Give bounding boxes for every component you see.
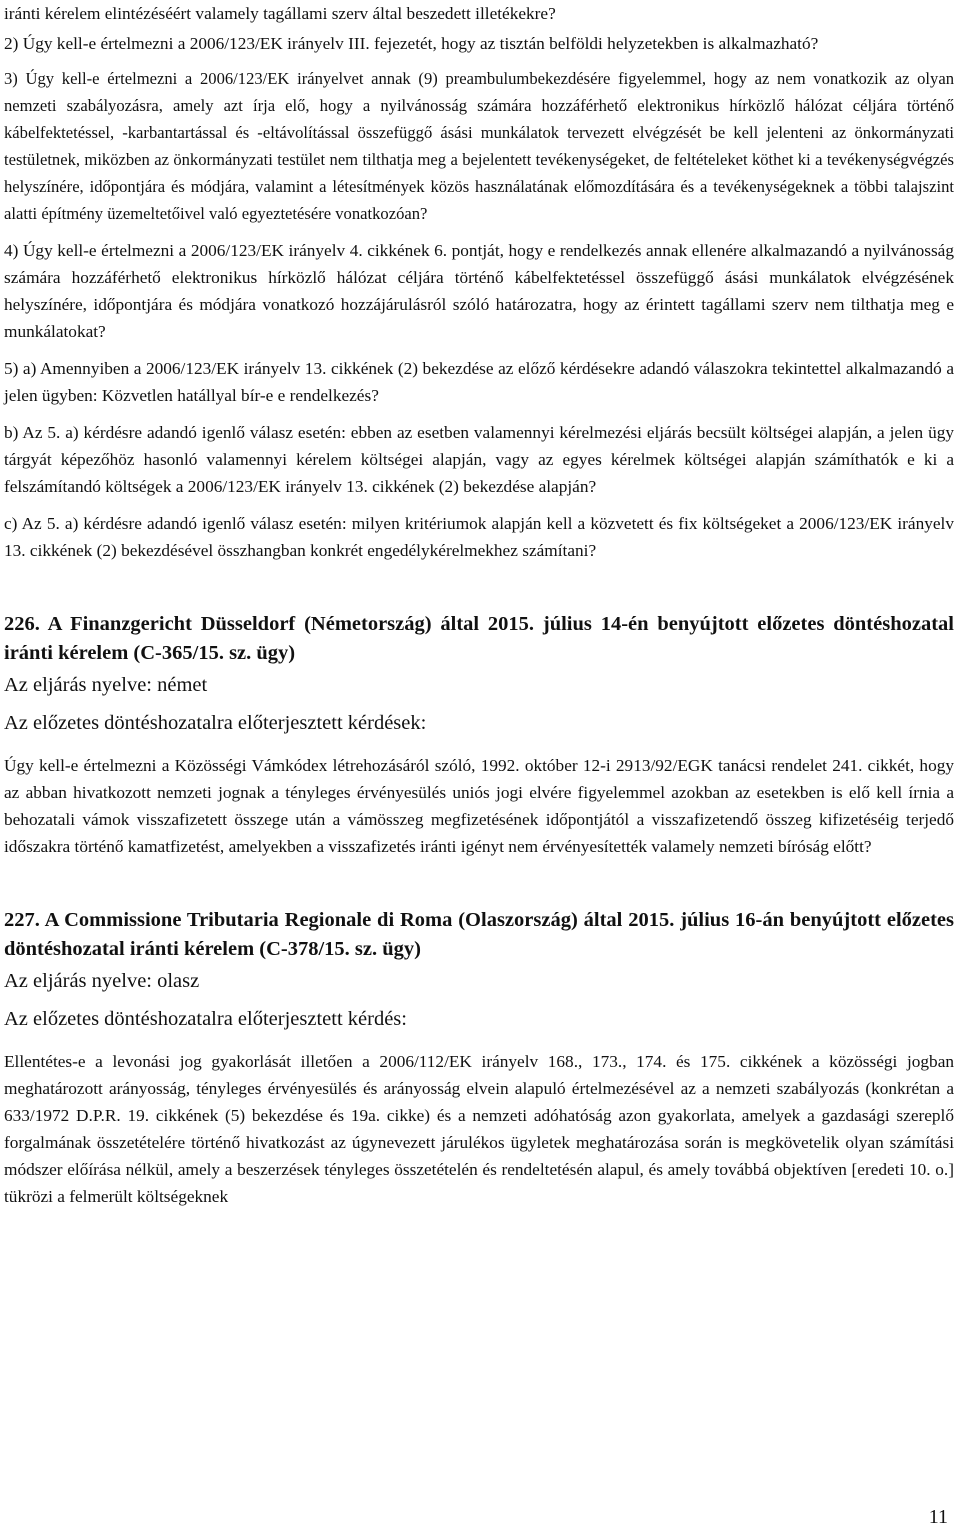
case-226-body: Úgy kell-e értelmezni a Közösségi Vámkódex létrehozásáról szóló, 1992. október 12-i 2913/92/EGK tanácsi rendelet 241. cikkét, hogy az abban hivatkozott nemzeti jognak a tényleges érvényesülés uniós jogi elvére figyelemmel azokban az esetekben is elő kell írnia a behozatali vámok visszafizetett összege után a vámösszeg megfizetésének időpontjától a visszafizetendő összeg kifizetéséig terjedő időszakra történő kamatfizetést, amelyekben a visszafizetés iránti igényt nem érvényesítették valamely nemzeti bíróság előtt? — [4, 756, 954, 856]
question-4: 4) Úgy kell-e értelmezni a 2006/123/EK irányelv 4. cikkének 6. pontját, hogy e rendelkezés annak ellenére alkalmazandó a nyilvánosság számára hozzáférhető elektronikus hírközlő hálózat céljára történő kábelfektetéssel összefüggő ásási munkálatok elvégzésének helyszínére, időpontjára és módjára vonatkozó hozzájárulásról szóló határozatra, hogy az érintett tagállami szerv nem tilthatja meg e munkálatokat? — [4, 241, 954, 341]
question-2: 2) Úgy kell-e értelmezni a 2006/123/EK irányelv III. fejezetét, hogy az tisztán belföldi helyzetekben is alkalmazható? — [4, 34, 819, 53]
case-226-questions-label: Az előzetes döntéshozatalra előterjesztett kérdések: — [4, 712, 427, 734]
question-5a: 5) a) Amennyiben a 2006/123/EK irányelv 13. cikkének (2) bekezdése az előző kérdésekre adandó válaszokra tekintettel alkalmazandó a jelen ügyben: Közvetlen hatállyal bír-e e rendelkezés? — [4, 359, 954, 405]
case-226-heading: 226. A Finanzgericht Düsseldorf (Németország) által 2015. július 14-én benyújtott előzetes döntéshozatal iránti kérelem (C-365/15. sz. ügy) — [4, 613, 954, 664]
case-227-body: Ellentétes-e a levonási jog gyakorlását illetően a 2006/112/EK irányelv 168., 173., 174. és 175. cikkének a közösségi jogban meghatározott arányosság, tényleges érvényesülés és arányosság elvein alapuló értelmezésével az a nemzeti szabályozás (konkrétan a 633/1972 D.P.R. 19. cikkének (5) bekezdése és 19a. cikke) és a nemzeti adóhatóság azon gyakorlata, amelyek a gazdasági szereplő forgalmának összetételére történő hivatkozást az úgynevezett járulékos ügyletek meghatározása során is megkövetelik olyan számítási módszer előírása nélkül, amely a beszerzések tényleges összetételén és rendeltetésén alapul, és amely továbbá objektíven [eredeti 10. o.] tükrözi a felmerült költségeknek — [4, 1052, 954, 1206]
page-number: 11 — [928, 1506, 948, 1528]
question-5c: c) Az 5. a) kérdésre adandó igenlő válasz esetén: milyen kritériumok alapján kell a közvetett és fix költségeket a 2006/123/EK irányelv 13. cikkének (2) bekezdésével összhangban konkrét engedélykérelmekhez számítani? — [4, 514, 954, 560]
case-227-language: Az eljárás nyelve: olasz — [4, 970, 200, 992]
question-3: 3) Úgy kell-e értelmezni a 2006/123/EK irányelvet annak (9) preambulumbekezdésére figyelemmel, hogy az nem vonatkozik az olyan nemzeti szabályozásra, amely azt írja elő, hogy a nyilvánosság számára hozzáférhető elektronikus hírközlő hálózat céljára történő kábelfektetéssel, -karbantartással és -eltávolítással összefüggő ásási munkálatok tervezett elvégzését be kell jelenteni az önkormányzati testületnek, miközben az önkormányzati testület nem tilthatja meg a bejelentett tevékenységeket, de feltételeket köthet ki a tevékenységvégzés helyszínére, időpontjára és módjára, valamint a létesítmények közös használatának előmozdítására és a tevékenységeknek a többi talajszint alatti építmény üzemeltetőivel való egyeztetésére vonatkozóan? — [4, 69, 954, 223]
case-227-questions-label: Az előzetes döntéshozatalra előterjesztett kérdés: — [4, 1008, 407, 1030]
case-226-language: Az eljárás nyelve: német — [4, 674, 208, 696]
case-227-heading: 227. A Commissione Tributaria Regionale di Roma (Olaszország) által 2015. július 16-án benyújtott előzetes döntéshozatal iránti kérelem (C-378/15. sz. ügy) — [4, 909, 954, 960]
paragraph-continuation: iránti kérelem elintézéséért valamely tagállami szerv által beszedett illetékekre? — [4, 4, 556, 23]
question-5b: b) Az 5. a) kérdésre adandó igenlő válasz esetén: ebben az esetben valamennyi kérelmezési eljárás becsült költségei alapján, a jelen ügy tárgyát képezőhöz hasonló valamennyi kérelem költségei alapján, vagy az egyes kérelmek költségei alapján számíthatók e ki a felszámítandó költségek a 2006/123/EK irányelv 13. cikkének (2) bekezdése alapján? — [4, 423, 954, 496]
document-page — [4, 0, 954, 1210]
